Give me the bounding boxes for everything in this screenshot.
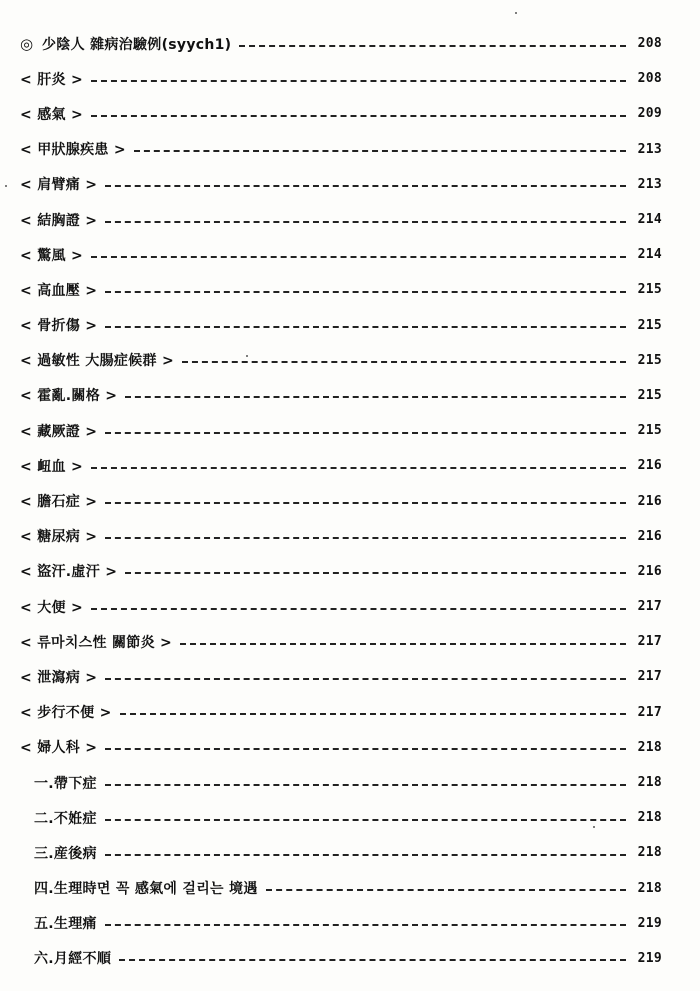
toc-subentry-row[interactable]	[20, 835, 662, 870]
toc-subentry-row[interactable]	[20, 906, 662, 941]
dot-leader	[105, 784, 626, 786]
toc-entry-label: 二.不姙症	[34, 810, 97, 827]
toc-page-number: 215	[637, 387, 662, 403]
dot-leader	[105, 221, 626, 223]
toc-entry-label-wrap	[20, 385, 117, 405]
toc-entry-label-wrap	[20, 667, 97, 687]
dot-leader	[91, 80, 626, 82]
toc-entry-row[interactable]	[20, 730, 662, 765]
toc-entry-row[interactable]	[20, 272, 662, 307]
toc-entry-label-wrap	[20, 69, 83, 89]
toc-page-number: 216	[637, 563, 662, 579]
toc-entry-row[interactable]	[20, 61, 662, 96]
toc-entry-row[interactable]	[20, 132, 662, 167]
dot-leader	[105, 502, 626, 504]
toc-entry-label-wrap	[20, 702, 112, 722]
toc-page-number: 213	[637, 141, 662, 157]
toc-page-number: 216	[637, 528, 662, 544]
dot-leader	[134, 150, 626, 152]
toc-entry-label: 一.帶下症	[34, 775, 97, 792]
toc-entry-label: 六.月經不順	[34, 951, 112, 968]
toc-subentry-row[interactable]	[20, 765, 662, 800]
scan-speck	[5, 185, 7, 187]
toc-entry-label: < 感氣 >	[20, 106, 84, 123]
dot-leader	[105, 537, 626, 539]
toc-entry-label: < 藏厥證 >	[20, 423, 98, 440]
toc-page-number: 217	[637, 704, 662, 720]
dot-leader	[180, 643, 626, 645]
toc-entry-label-wrap	[20, 632, 172, 652]
toc-entry-label: < 膽石症 >	[20, 494, 98, 511]
toc-entry-label-wrap	[20, 597, 83, 617]
table-of-contents	[20, 26, 662, 976]
toc-header-label-wrap	[20, 34, 231, 54]
toc-entry-label: < 骨折傷 >	[20, 318, 98, 335]
bullseye-icon: ◎	[20, 34, 34, 53]
dot-leader	[105, 678, 626, 680]
toc-entry-label-wrap	[20, 350, 174, 370]
toc-subentry-row[interactable]	[20, 941, 662, 976]
dot-leader	[105, 748, 626, 750]
dot-leader	[125, 572, 626, 574]
toc-entry-label-wrap	[20, 737, 97, 757]
toc-entry-label: < 肩臂痛 >	[20, 177, 98, 194]
toc-entry-row[interactable]	[20, 519, 662, 554]
toc-entry-label-wrap	[20, 245, 83, 265]
toc-entry-label: < 泄瀉病 >	[20, 669, 98, 686]
toc-page-number: 218	[637, 739, 662, 755]
toc-page-number: 218	[637, 880, 662, 896]
toc-entry-label: 五.生理痛	[34, 916, 97, 933]
toc-entry-label-wrap	[20, 104, 83, 124]
dot-leader	[105, 326, 626, 328]
dot-leader	[91, 256, 626, 258]
toc-entry-label: < 衄血 >	[20, 458, 84, 475]
toc-entry-label-wrap	[20, 526, 97, 546]
toc-entry-label: 三.産後病	[34, 845, 97, 862]
toc-entry-label: < 糖尿病 >	[20, 529, 98, 546]
toc-entry-label-wrap	[20, 561, 117, 581]
toc-entry-row[interactable]	[20, 413, 662, 448]
toc-entry-label: < 류마치스性 關節炎 >	[20, 634, 173, 651]
toc-entry-label-wrap	[20, 773, 97, 793]
toc-page-number: 217	[637, 669, 662, 685]
toc-entry-label: < 霍亂.關格 >	[20, 388, 118, 405]
toc-entry-label-wrap	[20, 421, 97, 441]
toc-entry-label-wrap	[20, 491, 97, 511]
toc-entry-row[interactable]	[20, 308, 662, 343]
dot-leader	[239, 45, 626, 47]
dot-leader	[266, 889, 626, 891]
toc-entry-label: < 結胸證 >	[20, 212, 98, 229]
toc-entry-row[interactable]	[20, 695, 662, 730]
toc-entry-label-wrap	[20, 139, 126, 159]
toc-entry-row[interactable]	[20, 448, 662, 483]
dot-leader	[105, 819, 626, 821]
dot-leader	[119, 959, 626, 961]
dot-leader	[91, 115, 626, 117]
dot-leader	[105, 924, 626, 926]
scan-speck	[593, 826, 595, 828]
toc-entry-label-wrap	[20, 174, 97, 194]
toc-entry-row[interactable]	[20, 554, 662, 589]
toc-page-number: 217	[637, 599, 662, 615]
toc-entry-row[interactable]	[20, 237, 662, 272]
toc-page-number: 215	[637, 282, 662, 298]
toc-entry-label: < 驚風 >	[20, 247, 84, 264]
toc-entry-row[interactable]	[20, 589, 662, 624]
dot-leader	[91, 608, 626, 610]
scan-speck	[515, 12, 517, 14]
toc-page-number: 214	[637, 212, 662, 228]
toc-page-number: 213	[637, 176, 662, 192]
toc-header-row[interactable]	[20, 26, 662, 61]
dot-leader	[182, 361, 626, 363]
dot-leader	[125, 396, 626, 398]
toc-entry-label: < 步行不便 >	[20, 705, 112, 722]
toc-page-number: 215	[637, 352, 662, 368]
toc-page-number: 208	[637, 71, 662, 87]
toc-entry-label-wrap	[20, 843, 97, 863]
dot-leader	[105, 432, 626, 434]
toc-entry-row[interactable]	[20, 167, 662, 202]
toc-entry-label-wrap	[20, 808, 97, 828]
toc-entry-row[interactable]	[20, 624, 662, 659]
toc-page-number: 214	[637, 247, 662, 263]
toc-entry-label: < 過敏性 大腸症候群 >	[20, 353, 174, 370]
toc-entry-row[interactable]	[20, 659, 662, 694]
dot-leader	[91, 467, 626, 469]
toc-page-number: 215	[637, 423, 662, 439]
toc-entry-row[interactable]	[20, 96, 662, 131]
dot-leader	[105, 854, 626, 856]
dot-leader	[105, 291, 626, 293]
toc-page-number: 209	[637, 106, 662, 122]
toc-entry-label-wrap	[20, 948, 111, 968]
toc-entry-label: 四.生理時면 꼭 感氣에 걸리는 境遇	[34, 881, 258, 898]
toc-entry-label: < 高血壓 >	[20, 282, 98, 299]
toc-page-number: 218	[637, 775, 662, 791]
dot-leader	[105, 185, 626, 187]
toc-page-number: 219	[637, 915, 662, 931]
toc-entry-label-wrap	[20, 878, 258, 898]
toc-page-number: 218	[637, 845, 662, 861]
toc-entry-label-wrap	[20, 280, 97, 300]
toc-entry-row[interactable]	[20, 378, 662, 413]
toc-entry-label: < 肝炎 >	[20, 71, 84, 88]
toc-subentry-row[interactable]	[20, 800, 662, 835]
toc-page-number: 215	[637, 317, 662, 333]
toc-entry-label-wrap	[20, 913, 97, 933]
toc-page-number: 217	[637, 634, 662, 650]
scan-speck	[246, 355, 248, 357]
toc-page-number: 219	[637, 950, 662, 966]
toc-page-number: 218	[637, 810, 662, 826]
toc-entry-row[interactable]	[20, 343, 662, 378]
toc-entry-label-wrap	[20, 315, 97, 335]
toc-subentry-row[interactable]	[20, 871, 662, 906]
toc-page-number: 208	[637, 36, 662, 52]
toc-page-number: 216	[637, 458, 662, 474]
toc-page-number: 216	[637, 493, 662, 509]
toc-entry-label: < 婦人科 >	[20, 740, 98, 757]
toc-entry-row[interactable]	[20, 202, 662, 237]
toc-entry-label-wrap	[20, 210, 97, 230]
toc-entry-label: < 盜汗.虛汗 >	[20, 564, 118, 581]
dot-leader	[120, 713, 626, 715]
toc-header-label: 少陰人 雜病治驗例(syych1)	[42, 36, 232, 53]
toc-entry-label: < 甲狀腺疾患 >	[20, 142, 126, 159]
toc-entry-label: < 大便 >	[20, 599, 84, 616]
toc-entry-label-wrap	[20, 456, 83, 476]
toc-entry-row[interactable]	[20, 483, 662, 518]
